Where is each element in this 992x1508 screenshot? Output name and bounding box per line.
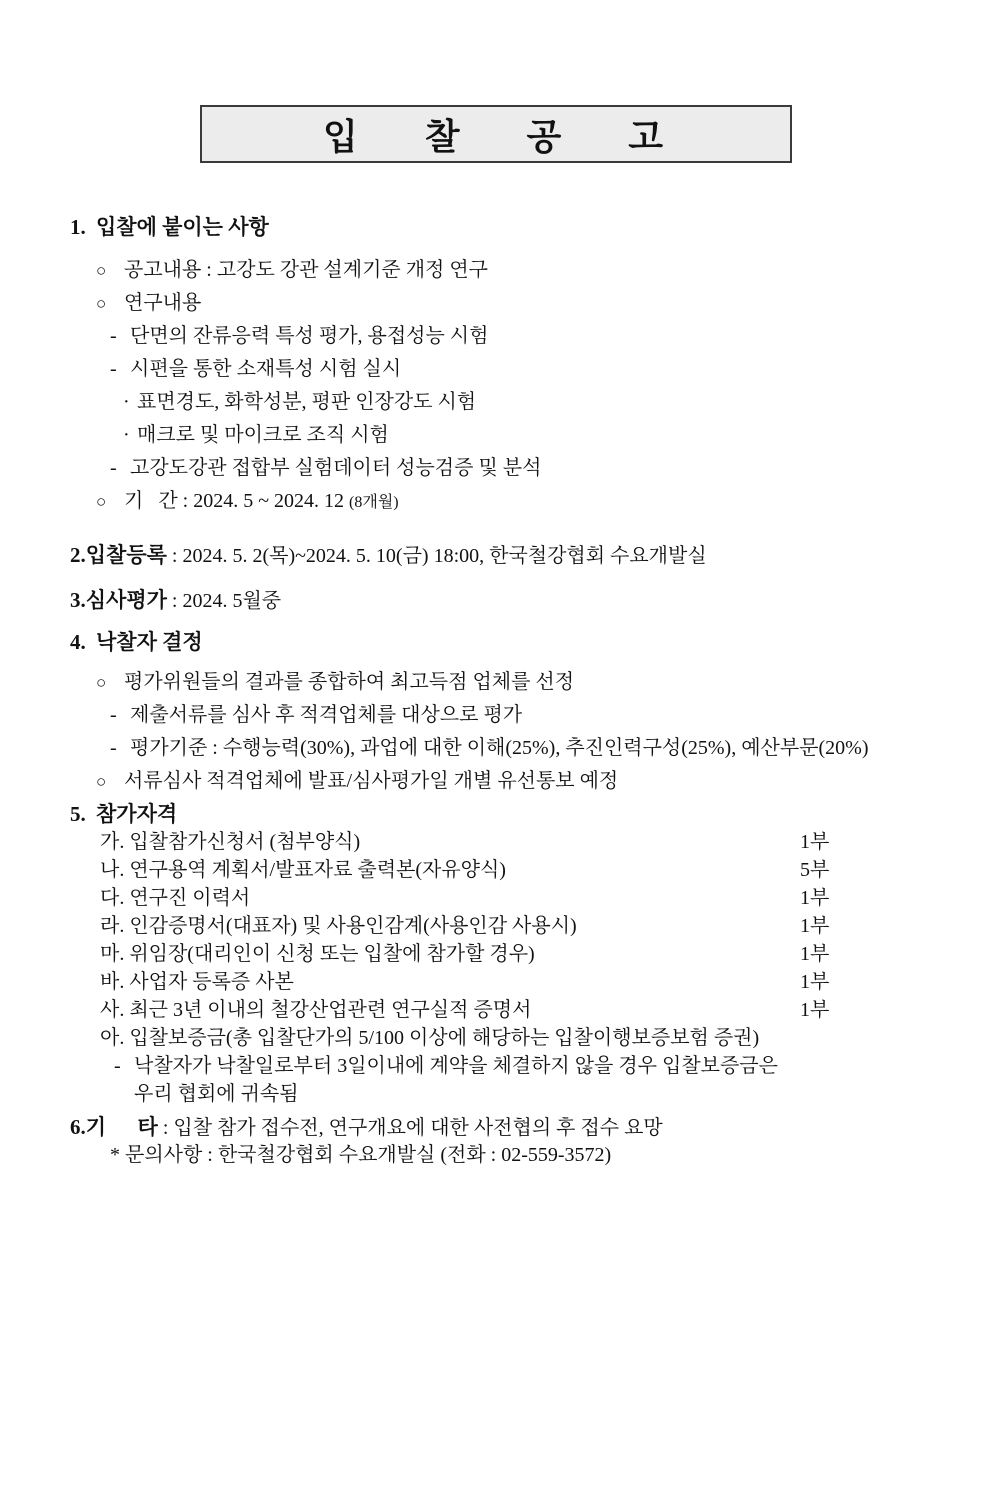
section-2-text: : 2024. 5. 2(목)~2024. 5. 10(금) 18:00, 한국철강협회 수요개발실 [166,545,707,567]
deposit-note-line [70,1052,942,1080]
dash-bullet: - [110,457,117,479]
line-text: 고강도강관 접합부 실험데이터 성능검증 및 분석 [130,457,542,479]
circle-bullet: ○ [96,772,107,791]
line-text: 표면경도, 화학성분, 평판 인장강도 시험 [137,391,477,413]
section-2-title: 입찰등록 [85,543,167,567]
row-count: 5부 [800,859,830,881]
line-text: 연구내용 [124,292,202,314]
list-line [70,353,942,386]
row-label: 가. 입찰참가신청서 (첨부양식) [100,831,361,853]
section-3-line [70,584,942,618]
list-line [70,386,942,419]
section-6-title: 기 타 [85,1115,158,1139]
line-text: 매크로 및 마이크로 조직 시험 [137,424,389,446]
line-text: 낙찰자가 낙찰일로부터 3일이내에 계약을 체결하지 않을 경우 입찰보증금은 [134,1055,778,1077]
row-label: 나. 연구용역 계획서/발표자료 출력본(자유양식) [100,859,506,881]
section-3-text: : 2024. 5월중 [166,590,282,612]
line-text: 평가기준 : 수행능력(30%), 과업에 대한 이해(25%), 추진인력구성(25%), 예산부문(20%) [130,737,869,759]
list-line [70,419,942,452]
dash-bullet: - [110,737,117,759]
qualification-row [70,884,942,912]
list-line [70,765,942,798]
row-count: 1부 [800,971,830,993]
row-count: 1부 [800,915,830,937]
section-2-number: 2. [70,543,86,567]
row-label: 사. 최근 3년 이내의 철강산업관련 연구실적 증명서 [100,999,532,1021]
section-6-number: 6. [70,1115,86,1139]
circle-bullet: ○ [96,673,107,692]
dash-bullet: - [110,704,117,726]
line-text: 단면의 잔류응력 특성 평가, 용접성능 시험 [130,325,489,347]
qualification-row [70,912,942,940]
section-1-title: 입찰에 붙이는 사항 [96,215,269,239]
row-count: 1부 [800,887,830,909]
qualification-row [70,940,942,968]
circle-bullet: ○ [96,261,107,280]
line-text: 우리 협회에 귀속됨 [134,1083,299,1105]
list-line [70,699,942,732]
line-text: 평가위원들의 결과를 종합하여 최고득점 업체를 선정 [124,671,575,693]
section-4-number: 4. [70,630,86,654]
row-count: 1부 [800,999,830,1021]
list-line [70,666,942,699]
list-line [70,732,942,765]
section-6-line [70,1113,942,1142]
row-count: 1부 [800,831,830,853]
section-3-title: 심사평가 [85,588,167,612]
line-text: 공고내용 : 고강도 강관 설계기준 개정 연구 [124,259,488,281]
section-5-heading [70,800,942,828]
list-line [70,485,942,519]
circle-bullet: ○ [96,294,107,313]
dot-bullet: · [123,424,130,446]
list-line [70,254,942,287]
qualification-row [70,828,942,856]
row-count: 1부 [800,943,830,965]
deposit-note-continuation [70,1080,942,1108]
list-line [70,452,942,485]
dash-bullet: - [110,325,117,347]
duration-note: (8개월) [349,494,399,511]
row-label: 마. 위임장(대리인이 신청 또는 입찰에 참가할 경우) [100,943,535,965]
section-1-number: 1. [70,215,86,239]
line-text: 서류심사 적격업체에 발표/심사평가일 개별 유선통보 예정 [124,770,619,792]
qualification-row [70,1024,942,1052]
contact-line: * 문의사항 : 한국철강협회 수요개발실 (전화 : 02-559-3572) [110,1144,612,1166]
dash-bullet: - [114,1055,121,1077]
section-5-title: 참가자격 [96,802,178,826]
title-box [200,105,792,163]
section-2-line [70,539,942,573]
section-3-number: 3. [70,588,86,612]
circle-bullet: ○ [96,492,107,511]
list-line [70,287,942,320]
line-text: 제출서류를 심사 후 적격업체를 대상으로 평가 [130,704,523,726]
row-label: 아. 입찰보증금(총 입찰단가의 5/100 이상에 해당하는 입찰이행보증보험 증권) [100,1027,760,1049]
line-text: 시편을 통한 소재특성 시험 실시 [130,358,402,380]
list-line [70,320,942,353]
section-4-title: 낙찰자 결정 [96,630,203,654]
section-6-text: : 입찰 참가 접수전, 연구개요에 대한 사전협의 후 접수 요망 [157,1117,663,1139]
section-1-heading [70,211,942,244]
section-4-heading [70,626,942,659]
dash-bullet: - [110,358,117,380]
line-text: 기 간 : 2024. 5 ~ 2024. 12 [124,490,350,512]
row-label: 라. 인감증명서(대표자) 및 사용인감계(사용인감 사용시) [100,915,577,937]
section-5-number: 5. [70,802,86,826]
row-label: 바. 사업자 등록증 사본 [100,971,294,993]
dot-bullet: · [123,391,130,413]
qualification-row [70,996,942,1024]
page-title: 입 찰 공 고 [322,116,670,157]
qualification-row [70,968,942,996]
row-label: 다. 연구진 이력서 [100,887,251,909]
bid-announcement-document [0,105,992,1508]
qualification-row [70,856,942,884]
